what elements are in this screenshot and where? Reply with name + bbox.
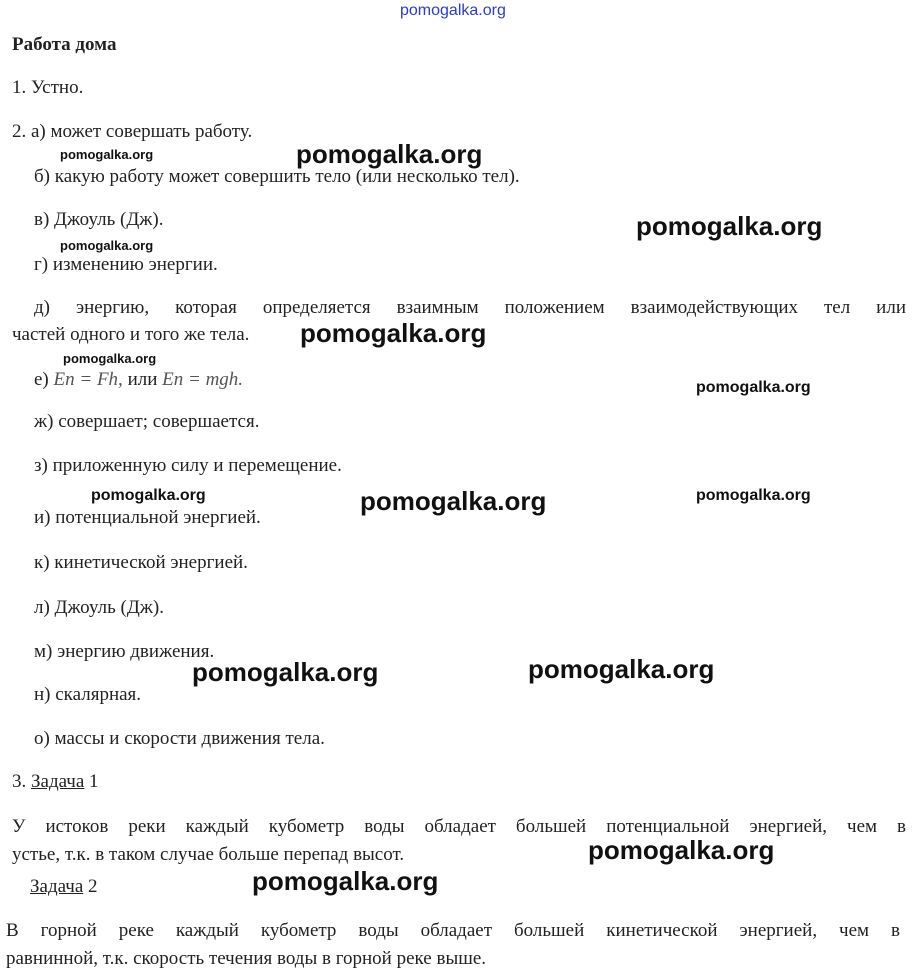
- task-1-number: 1: [89, 771, 99, 792]
- question-3-number: 3.: [12, 771, 27, 792]
- answer-2a: 2. а) может совершать работу.: [12, 121, 253, 142]
- task-1-heading: [12, 771, 99, 793]
- answer-1: 1. Устно.: [12, 77, 84, 98]
- formula-potential-energy-height: Eп = mgh.: [162, 369, 244, 390]
- answer-2e-prefix: е): [34, 369, 49, 390]
- watermark: pomogalka.org: [192, 657, 379, 687]
- answer-2i: и) потенциальной энергией.: [34, 507, 261, 528]
- page-title: Работа дома: [12, 34, 117, 55]
- answer-2zh: ж) совершает; совершается.: [34, 411, 260, 432]
- watermark: pomogalka.org: [60, 147, 154, 162]
- site-header-link[interactable]: pomogalka.org: [400, 2, 506, 19]
- watermark: pomogalka.org: [300, 318, 487, 348]
- task-2-answer-line-1: В горной реке каждый кубометр воды обладает большей кинетической энергией, чем в: [6, 920, 900, 941]
- answer-2n: н) скалярная.: [34, 684, 142, 705]
- watermark: pomogalka.org: [296, 139, 483, 169]
- task-1-label: Задача: [31, 771, 85, 792]
- watermark: pomogalka.org: [60, 238, 154, 253]
- watermark: pomogalka.org: [360, 486, 547, 516]
- answer-2k: к) кинетической энергией.: [34, 552, 248, 573]
- answer-2g: г) изменению энергии.: [34, 254, 218, 275]
- watermark: pomogalka.org: [252, 866, 439, 896]
- answer-2d-line-1: д) энергию, которая определяется взаимным положением взаимодействующих тел или: [34, 297, 906, 318]
- watermark: pomogalka.org: [63, 351, 157, 366]
- answer-2d-line-2: частей одного и того же тела.: [12, 324, 250, 345]
- watermark: pomogalka.org: [636, 211, 823, 241]
- watermark: pomogalka.org: [528, 654, 715, 684]
- task-2-label: Задача: [30, 876, 84, 897]
- task-2-number: 2: [88, 876, 98, 897]
- watermark: pomogalka.org: [696, 487, 811, 504]
- formula-potential-energy-work: Eп = Fh,: [53, 369, 123, 390]
- watermark: pomogalka.org: [696, 379, 811, 396]
- answer-2e-or: или: [127, 369, 158, 390]
- watermark: pomogalka.org: [91, 487, 206, 504]
- task-2-answer-line-2: равнинной, т.к. скорость течения воды в горной реке выше.: [6, 948, 487, 969]
- answer-2o: о) массы и скорости движения тела.: [34, 728, 325, 749]
- task-1-answer-line-2: устье, т.к. в таком случае больше перепад высот.: [12, 844, 405, 865]
- answer-2z: з) приложенную силу и перемещение.: [34, 455, 342, 476]
- answer-2b: б) какую работу может совершить тело (или несколько тел).: [34, 166, 520, 187]
- answer-2v: в) Джоуль (Дж).: [34, 209, 164, 230]
- watermark: pomogalka.org: [588, 835, 775, 865]
- answer-2m: м) энергию движения.: [34, 641, 215, 662]
- task-2-heading: [30, 876, 98, 898]
- answer-2l: л) Джоуль (Дж).: [34, 597, 165, 618]
- task-1-answer-line-1: У истоков реки каждый кубометр воды обладает большей потенциальной энергией, чем в: [12, 816, 906, 837]
- answer-2e: [34, 369, 243, 391]
